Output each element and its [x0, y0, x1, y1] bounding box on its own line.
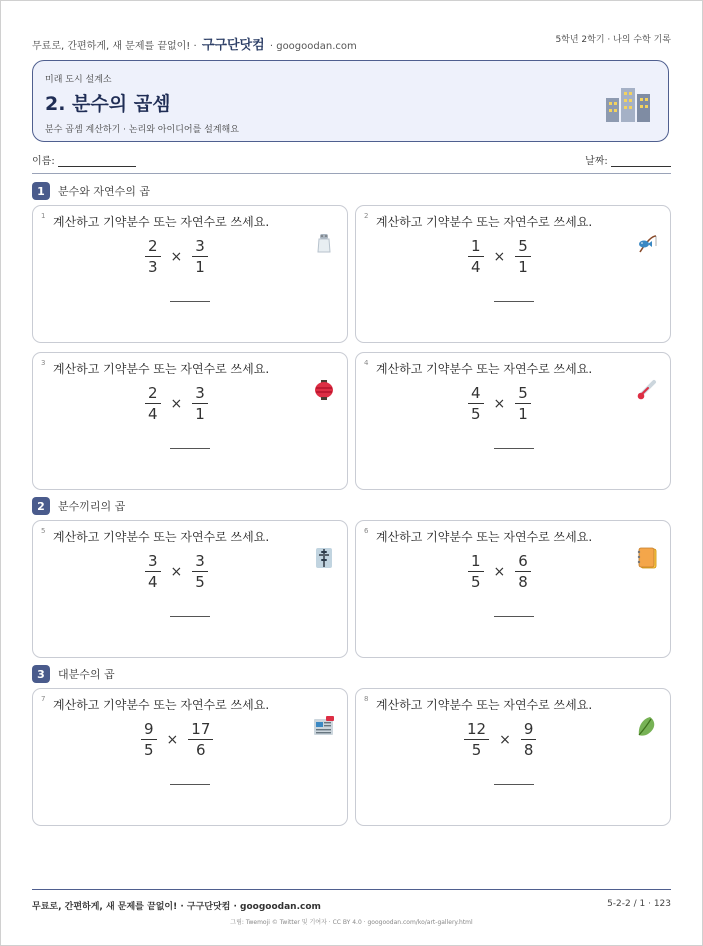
- numerator: 12: [467, 720, 487, 738]
- numerator: 9: [523, 720, 534, 738]
- fraction-expression: [145, 383, 208, 424]
- denominator: 4: [148, 405, 158, 423]
- numerator: 1: [471, 237, 481, 255]
- name-label: 이름:: [32, 156, 55, 167]
- problem-instruction: 계산하고 기약분수 또는 자연수로 쓰세요.: [53, 698, 270, 712]
- denominator: 1: [518, 405, 528, 423]
- problem-number: 6: [364, 527, 369, 535]
- problem-instruction: 계산하고 기약분수 또는 자연수로 쓰세요.: [376, 698, 593, 712]
- date-field[interactable]: [585, 152, 671, 167]
- fraction-b: [192, 383, 208, 424]
- fraction-b: [192, 236, 208, 277]
- name-field[interactable]: [32, 152, 136, 167]
- section-number: 3: [32, 665, 50, 683]
- fraction-a: [141, 719, 157, 760]
- fraction-expression: [468, 551, 531, 592]
- numerator: 1: [471, 552, 481, 570]
- problem-card-8: [355, 688, 671, 826]
- city-buildings-icon: [604, 86, 652, 122]
- denominator: 1: [518, 258, 528, 276]
- answer-line[interactable]: [170, 448, 210, 449]
- leafy-green-icon: [636, 715, 658, 737]
- numerator: 5: [518, 237, 528, 255]
- numerator: 3: [195, 237, 205, 255]
- denominator: 5: [195, 573, 205, 591]
- fraction-b: [515, 383, 531, 424]
- answer-line[interactable]: [494, 616, 534, 617]
- newspaper-icon: [313, 715, 335, 737]
- denominator: 4: [148, 573, 158, 591]
- denominator: 3: [148, 258, 158, 276]
- notepad-icon: [636, 547, 658, 569]
- times-sign: ×: [493, 248, 506, 265]
- fraction-b: [515, 551, 531, 592]
- banner-kicker: 미래 도시 설계소: [45, 75, 112, 85]
- denominator: 1: [195, 258, 205, 276]
- numerator: 6: [518, 552, 528, 570]
- section-heading-1: [32, 182, 150, 200]
- answer-line[interactable]: [170, 616, 210, 617]
- problem-card-2: [355, 205, 671, 343]
- problem-instruction: 계산하고 기약분수 또는 자연수로 쓰세요.: [376, 215, 593, 229]
- times-sign: ×: [493, 563, 506, 580]
- problem-card-6: [355, 520, 671, 658]
- section-number: 1: [32, 182, 50, 200]
- footer-tagline: 무료로, 간편하게, 새 문제를 끝없이! · 구구단닷컴 · googoodan.com: [32, 902, 321, 912]
- section-number: 2: [32, 497, 50, 515]
- numerator: 5: [518, 384, 528, 402]
- numerator: 17: [191, 720, 211, 738]
- fraction-b: [521, 719, 537, 760]
- denominator: 8: [518, 573, 528, 591]
- problem-instruction: 계산하고 기약분수 또는 자연수로 쓰세요.: [53, 530, 270, 544]
- section-title: 대분수의 곱: [58, 668, 115, 681]
- problem-instruction: 계산하고 기약분수 또는 자연수로 쓰세요.: [53, 215, 270, 229]
- problem-instruction: 계산하고 기약분수 또는 자연수로 쓰세요.: [376, 362, 593, 376]
- fraction-expression: [145, 236, 208, 277]
- problem-number: 8: [364, 695, 369, 703]
- denominator: 1: [195, 405, 205, 423]
- section-title: 분수와 자연수의 곱: [58, 185, 151, 198]
- fraction-b: [515, 236, 531, 277]
- denominator: 5: [471, 573, 481, 591]
- image-credit: 그림: Twemoji © Twitter 및 기여자 · CC BY 4.0 · googoodan.com/ko/art-gallery.html: [230, 919, 473, 926]
- times-sign: ×: [499, 731, 511, 748]
- fraction-a: [468, 551, 484, 592]
- fraction-a: [145, 383, 161, 424]
- answer-line[interactable]: [170, 784, 210, 785]
- page-title: 2. 분수의 곱셈: [45, 93, 171, 115]
- problem-card-4: [355, 352, 671, 490]
- numerator: 3: [195, 384, 205, 402]
- banner-subtitle: 분수 곱셈 계산하기 · 논리와 아이디어를 설계해요: [45, 125, 239, 135]
- denominator: 5: [144, 741, 154, 759]
- header-site: · googoodan.com: [269, 41, 357, 52]
- denominator: 4: [471, 258, 481, 276]
- denominator: 5: [471, 741, 482, 759]
- fraction-a: [468, 383, 484, 424]
- fraction-a: [464, 719, 489, 760]
- thermometer-icon: [636, 379, 658, 401]
- answer-line[interactable]: [494, 448, 534, 449]
- salt-shaker-icon: [313, 232, 335, 254]
- header-grade: 5학년 2학기 · 나의 수학 기록: [555, 35, 671, 45]
- numerator: 3: [148, 552, 158, 570]
- numerator: 9: [144, 720, 154, 738]
- section-heading-2: [32, 497, 125, 515]
- denominator: 8: [523, 741, 534, 759]
- answer-line[interactable]: [494, 301, 534, 302]
- problem-card-5: [32, 520, 348, 658]
- answer-line[interactable]: [170, 301, 210, 302]
- fishing-pole-icon: [636, 232, 658, 254]
- problem-card-1: [32, 205, 348, 343]
- numerator: 2: [148, 237, 158, 255]
- problem-card-7: [32, 688, 348, 826]
- problem-instruction: 계산하고 기약분수 또는 자연수로 쓰세요.: [53, 362, 270, 376]
- fraction-expression: [145, 551, 208, 592]
- header-tagline-text: 무료로, 간편하게, 새 문제를 끝없이! ·: [32, 41, 197, 52]
- page-number: 5-2-2 / 1 · 123: [607, 899, 671, 909]
- date-label: 날짜:: [585, 156, 608, 167]
- name-line[interactable]: [58, 166, 136, 167]
- numerator: 2: [148, 384, 158, 402]
- date-line[interactable]: [611, 166, 671, 167]
- fraction-expression: [141, 719, 213, 760]
- header-tagline: [32, 34, 357, 53]
- fraction-expression: [464, 719, 536, 760]
- problem-card-3: [32, 352, 348, 490]
- red-lantern-icon: [313, 379, 335, 401]
- section-heading-3: [32, 665, 115, 683]
- fraction-expression: [468, 236, 531, 277]
- title-banner: [32, 60, 669, 142]
- fraction-a: [468, 236, 484, 277]
- fraction-a: [145, 551, 161, 592]
- times-sign: ×: [493, 395, 506, 412]
- header-divider: [32, 173, 671, 174]
- header-brand: 구구단닷컴: [201, 38, 265, 53]
- numerator: 3: [195, 552, 205, 570]
- fraction-b: [188, 719, 213, 760]
- problem-number: 1: [41, 212, 46, 220]
- denominator: 6: [196, 741, 206, 759]
- footer-divider: [32, 889, 671, 890]
- problem-number: 4: [364, 359, 369, 367]
- fraction-expression: [468, 383, 531, 424]
- denominator: 5: [471, 405, 481, 423]
- answer-line[interactable]: [494, 784, 534, 785]
- section-title: 분수끼리의 곱: [58, 500, 126, 513]
- fraction-b: [192, 551, 208, 592]
- times-sign: ×: [170, 563, 183, 580]
- abacus-icon: [313, 547, 335, 569]
- times-sign: ×: [170, 248, 183, 265]
- fraction-a: [145, 236, 161, 277]
- times-sign: ×: [170, 395, 183, 412]
- problem-number: 7: [41, 695, 46, 703]
- problem-instruction: 계산하고 기약분수 또는 자연수로 쓰세요.: [376, 530, 593, 544]
- problem-number: 2: [364, 212, 369, 220]
- numerator: 4: [471, 384, 481, 402]
- problem-number: 3: [41, 359, 46, 367]
- problem-number: 5: [41, 527, 46, 535]
- times-sign: ×: [166, 731, 179, 748]
